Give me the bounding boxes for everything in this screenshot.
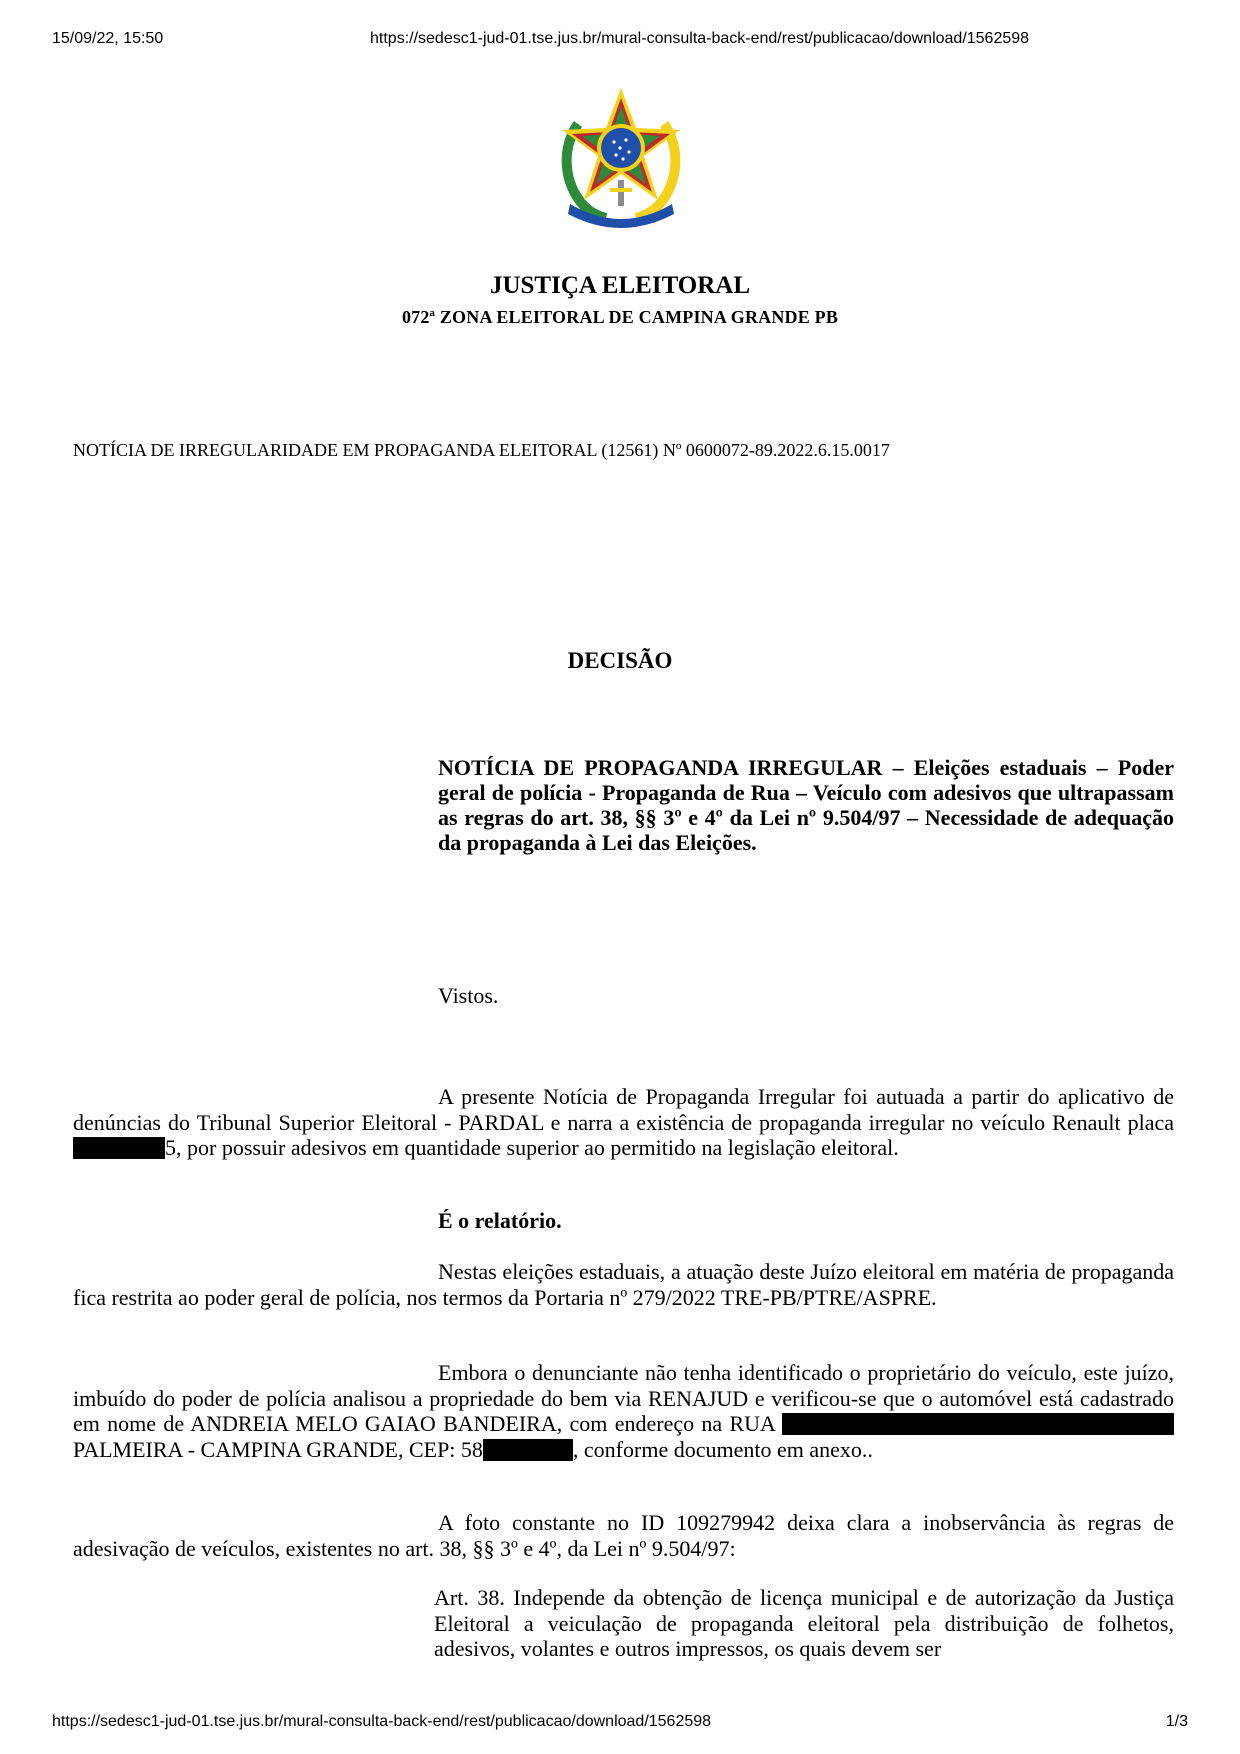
paragraph-complaint-text-a: A presente Notícia de Propaganda Irregular foi autuada a partir do aplicativo de denúncias do Tribunal Superior Eleitoral - PARDAL e narra a existência de propaganda irregular no veículo Renault placa [73, 1084, 1174, 1135]
paragraph-owner [73, 1360, 1174, 1462]
print-datetime: 15/09/22, 15:50 [52, 30, 164, 47]
law-quote: Art. 38. Independe da obtenção de licença municipal e de autorização da Justiça Eleitoral a veiculação de propaganda eleitoral pela distribuição de folhetos, adesivos, volantes e outros impressos, os quais devem ser [434, 1585, 1174, 1661]
vistos: Vistos. [438, 983, 499, 1008]
institution-title: JUSTIÇA ELEITORAL [489, 272, 751, 299]
redaction-plate [73, 1137, 165, 1159]
report-heading: É o relatório. [438, 1208, 562, 1233]
paragraph-photo-evidence: A foto constante no ID 109279942 deixa clara a inobservância às regras de adesivação de veículos, existentes no art. 38, §§ 3º e 4º, da Lei nº 9.504/97: [73, 1510, 1174, 1561]
redaction-cep [483, 1439, 573, 1461]
page-indicator: 1/3 [1165, 1713, 1188, 1730]
paragraph-owner-text-c: , conforme documento em anexo.. [572, 1436, 873, 1462]
paragraph-owner-text-a: Embora o denunciante não tenha identificado o proprietário do veículo, este juízo, imbuído do poder de polícia analisou a propriedade do bem via RENAJUD e verificou-se que o automóvel está cadastrado em nome de ANDREIA MELO GAIAO BANDEIRA, com endereço na RUA [73, 1360, 1174, 1436]
print-url: https://sedesc1-jud-01.tse.jus.br/mural-consulta-back-end/rest/publicacao/download/1562598 [370, 30, 1030, 47]
paragraph-complaint [73, 1084, 1174, 1161]
paragraph-complaint-text-b: 5, por possuir adesivos em quantidade superior ao permitido na legislação eleitoral. [165, 1135, 899, 1160]
paragraph-jurisdiction: Nestas eleições estaduais, a atuação deste Juízo eleitoral em matéria de propaganda fica restrita ao poder geral de polícia, nos termos da Portaria nº 279/2022 TRE-PB/PTRE/ASPRE. [73, 1259, 1174, 1310]
ementa: NOTÍCIA DE PROPAGANDA IRREGULAR – Eleições estaduais – Poder geral de polícia - Propaganda de Rua – Veículo com adesivos que ultrapassam as regras do art. 38, §§ 3º e 4º da Lei nº 9.504/97 – Necessidade de adequação da propaganda à Lei das Eleições. [438, 755, 1174, 855]
footer-url: https://sedesc1-jud-01.tse.jus.br/mural-consulta-back-end/rest/publicacao/download/1562598 [52, 1713, 712, 1730]
decision-title: DECISÃO [567, 648, 673, 673]
process-number-line: NOTÍCIA DE IRREGULARIDADE EM PROPAGANDA ELEITORAL (12561) Nº 0600072-89.2022.6.15.0017 [73, 440, 890, 460]
paragraph-owner-text-b: PALMEIRA - CAMPINA GRANDE, CEP: 58 [73, 1436, 483, 1462]
redaction-address [782, 1413, 1174, 1435]
brazil-coat-of-arms-icon [556, 84, 686, 232]
electoral-zone: 072ª ZONA ELEITORAL DE CAMPINA GRANDE PB [401, 307, 839, 327]
